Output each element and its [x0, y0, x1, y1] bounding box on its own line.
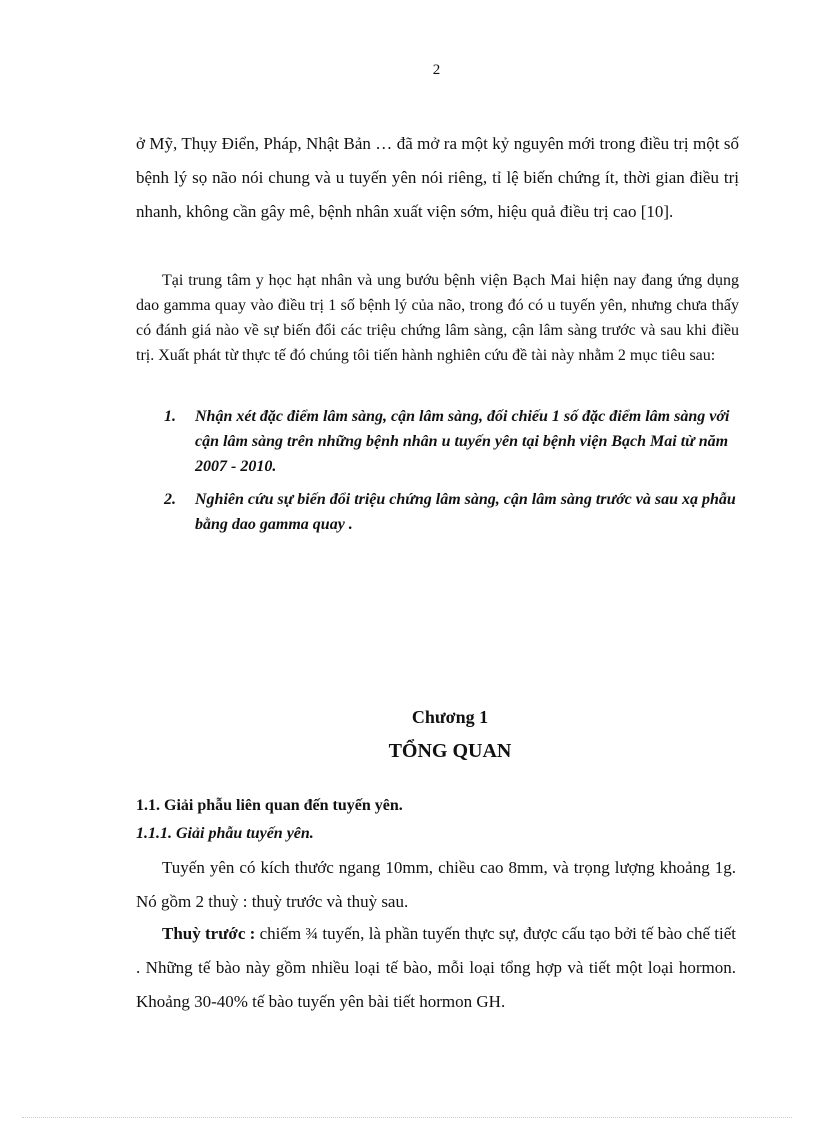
intro-paragraph-2: Tại trung tâm y học hạt nhân và ung bướu bệnh viện Bạch Mai hiện nay đang ứng dụng dao gamma quay vào điều trị 1 số bệnh lý của não, trong đó có u tuyến yên, nhưng chưa thấy có đánh giá nào về sự biến đổi các triệu chứng lâm sàng, cận lâm sàng trước và sau khi điều trị. Xuất phát từ thực tế đó chúng tôi tiến hành nghiên cứu đề tài này nhằm 2 mục tiêu sau:	[136, 272, 739, 364]
objective-item	[164, 487, 744, 537]
chapter-label: Chương 1	[411, 707, 489, 727]
objective-number: 2.	[164, 491, 176, 508]
section-paragraph-2	[136, 917, 736, 1019]
subsection-heading: 1.1.1. Giải phẫu tuyến yên.	[136, 825, 314, 842]
objective-number: 1.	[164, 408, 176, 425]
objective-item	[164, 404, 744, 479]
section-paragraph-1: Tuyến yên có kích thước ngang 10mm, chiều cao 8mm, và trọng lượng khoảng 1g. Nó gồm 2 thuỳ : thuỳ trước và thuỳ sau.	[136, 858, 736, 911]
section-heading: 1.1. Giải phẫu liên quan đến tuyến yên.	[136, 797, 403, 814]
objective-text: Nghiên cứu sự biến đổi triệu chứng lâm sàng, cận lâm sàng trước và sau xạ phẫu bằng dao gamma quay .	[195, 491, 736, 533]
reference-citation: [10].	[640, 202, 674, 221]
footer-divider	[22, 1117, 792, 1118]
objective-text: Nhận xét đặc điểm lâm sàng, cận lâm sàng, đối chiếu 1 số đặc điểm lâm sàng với cận lâm sàng trên những bệnh nhân u tuyến yên tại bệnh viện Bạch Mai từ năm 2007 - 2010.	[195, 408, 730, 475]
intro-paragraph-1	[136, 127, 739, 229]
page-number: 2	[432, 62, 441, 78]
chapter-title: TỔNG QUAN	[388, 740, 512, 762]
section-paragraph-2-text: chiếm ¾ tuyến, là phần tuyến thực sự, được cấu tạo bởi tế bào chế tiết . Những tế bào này gồm nhiều loại tế bào, mỗi loại tổng hợp và tiết một loại hormon. Khoảng 30-40% tế bào tuyến yên bài tiết hormon GH.	[136, 924, 736, 1011]
intro-paragraph-1-text: ở Mỹ, Thụy Điển, Pháp, Nhật Bản … đã mở ra một kỷ nguyên mới trong điều trị một số bệnh lý sọ não nói chung và u tuyến yên nói riêng, tỉ lệ biến chứng ít, thời gian điều trị nhanh, không cần gây mê, bệnh nhân xuất viện sớm, hiệu quả điều trị cao	[136, 134, 739, 221]
anterior-lobe-label: Thuỳ trước :	[162, 924, 256, 943]
